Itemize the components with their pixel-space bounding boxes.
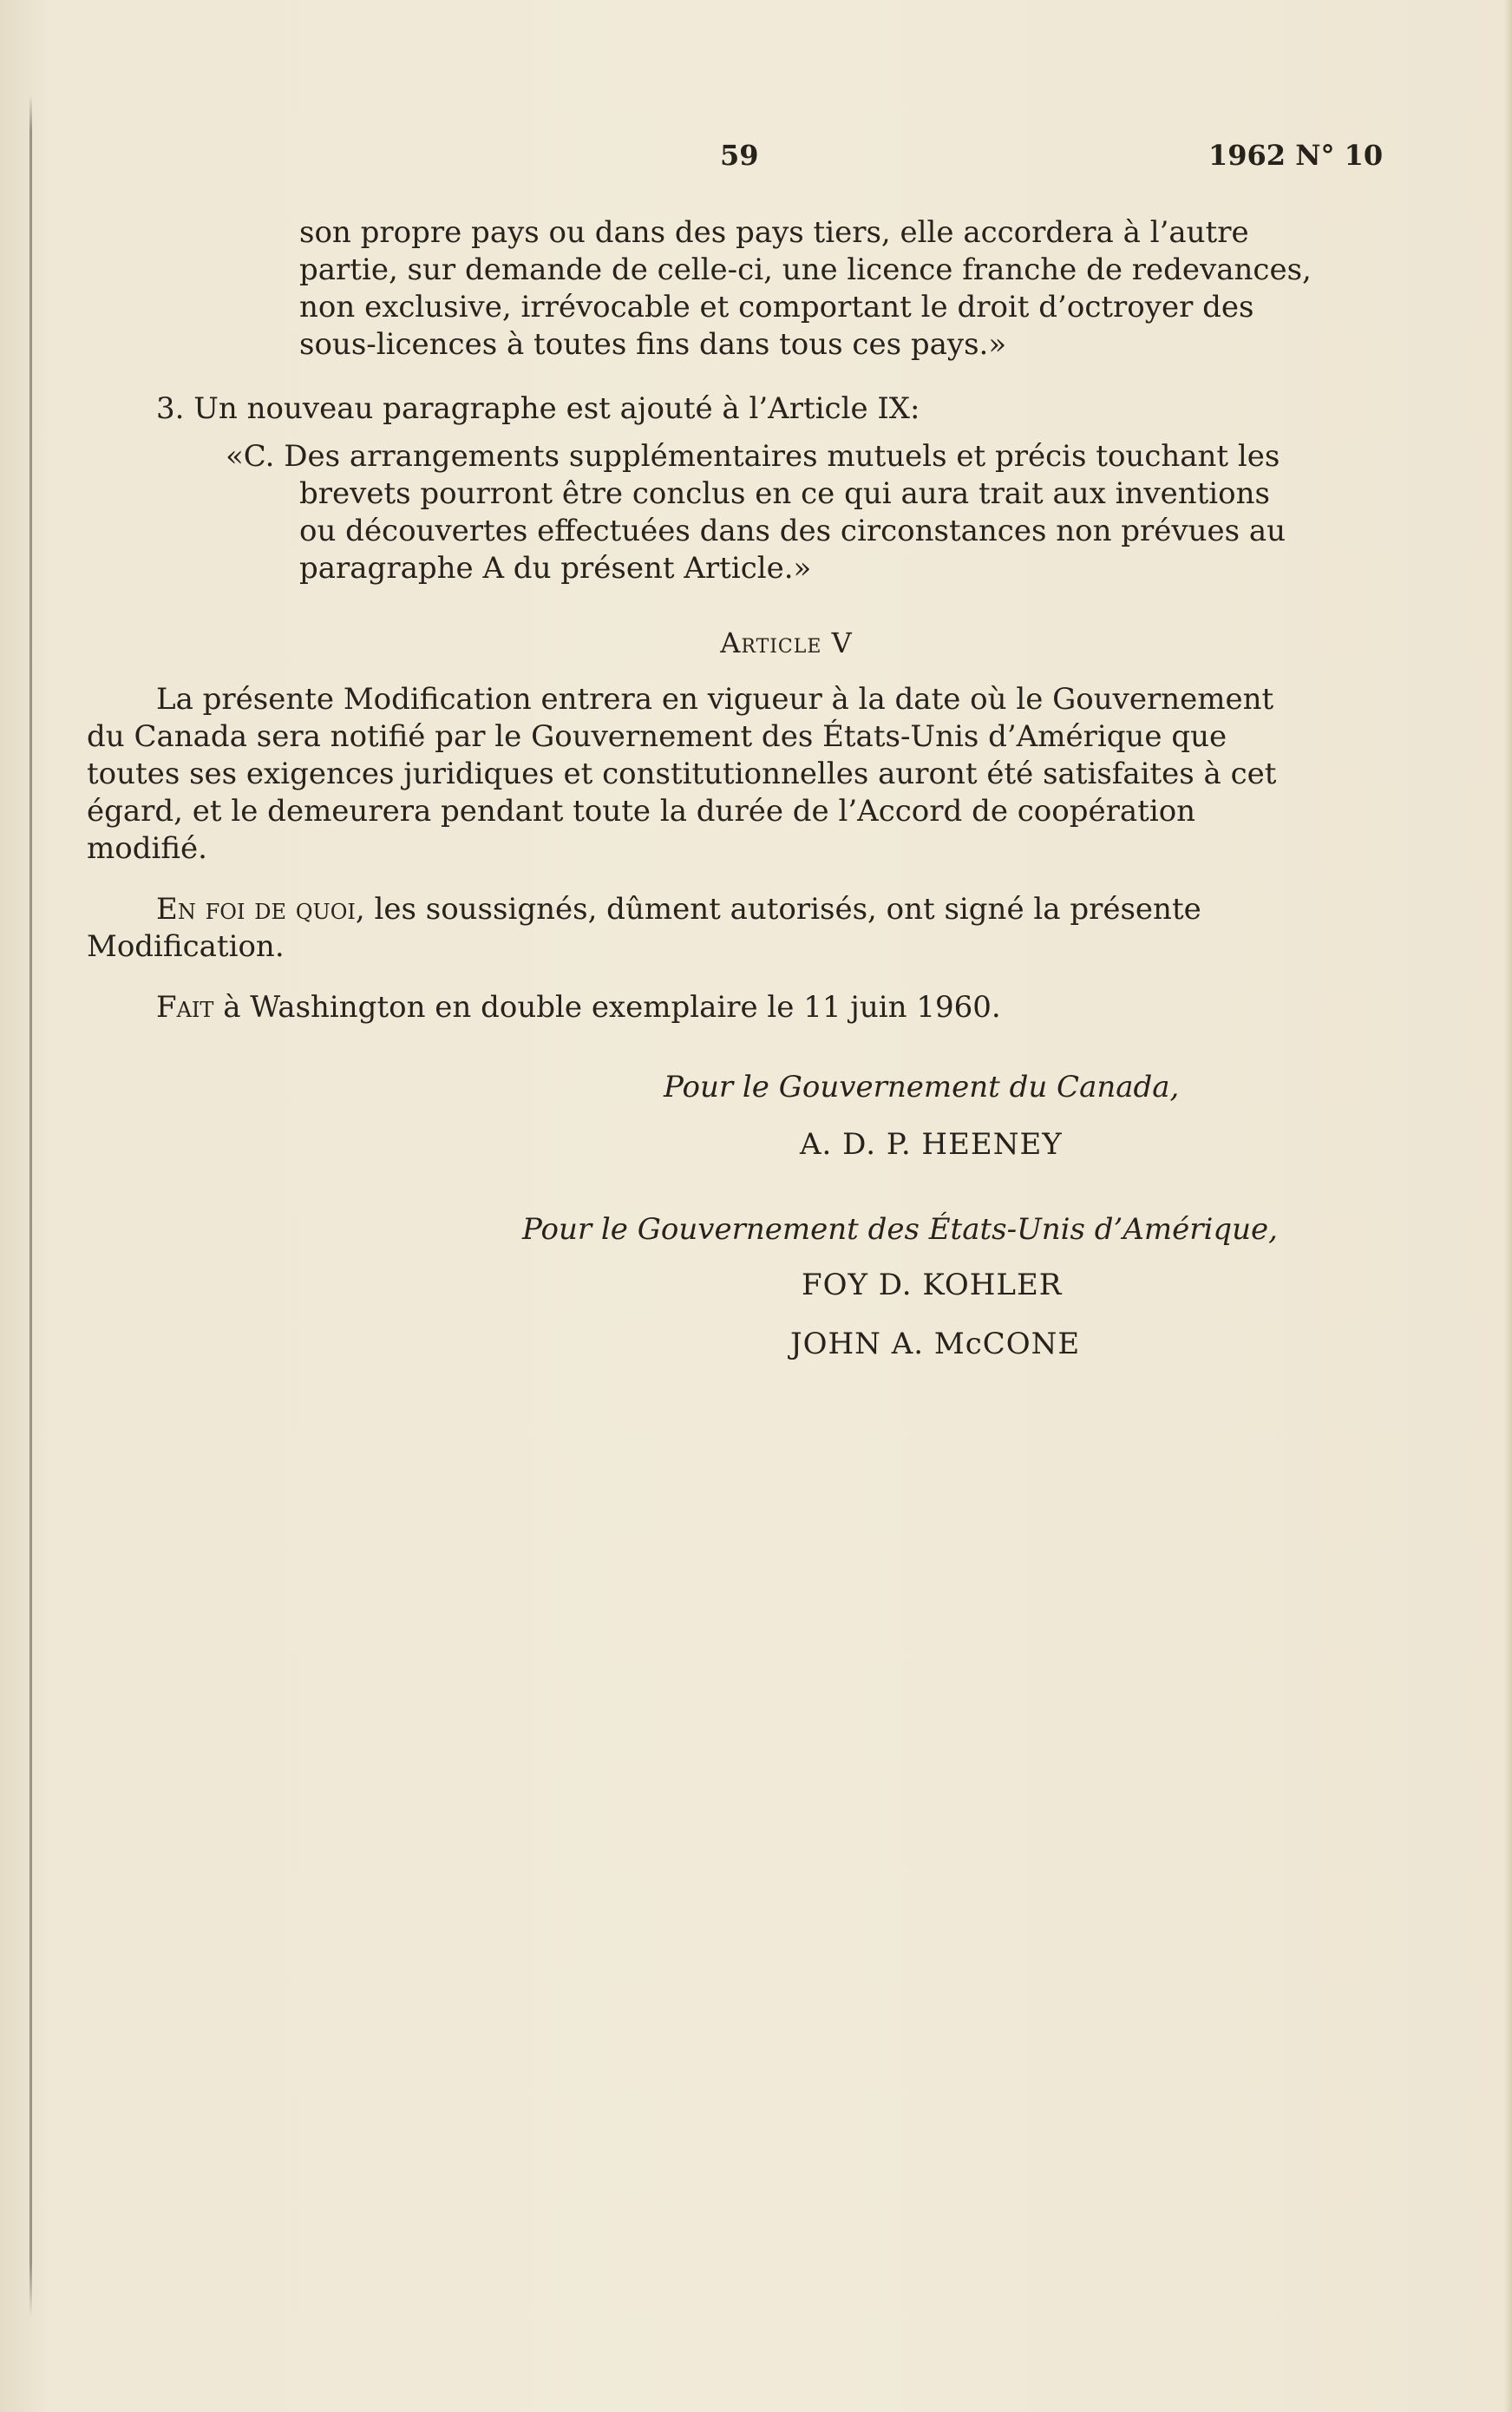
text-line: sous-licences à toutes fins dans tous ces pays.» — [299, 327, 1007, 362]
text-line: ou découvertes effectuées dans des circonstances non prévues au — [299, 514, 1286, 548]
us-signatory-name: FOY D. KOHLER — [802, 1268, 1063, 1302]
witness-text: les soussignés, dûment autorisés, ont signé la présente — [364, 892, 1201, 927]
done-text: à Washington en double exemplaire le 11 juin 1960. — [213, 990, 1001, 1025]
text-line: brevets pourront être conclus en ce qui aura trait aux inventions — [299, 476, 1270, 511]
page-header — [0, 139, 1512, 191]
paragraph-c — [226, 438, 1394, 475]
text-line: du Canada sera notifié par le Gouvernement des États-Unis d’Amérique que — [87, 719, 1227, 754]
text-line: non exclusive, irrévocable et comportant le droit d’octroyer des — [299, 290, 1254, 324]
text-line: 3. Un nouveau paragraphe est ajouté à l’Article IX: — [156, 391, 920, 426]
canada-signature-label: Pour le Gouvernement du Canada, — [664, 1070, 1180, 1104]
text-line: égard, et le demeurera pendant toute la durée de l’Accord de coopération — [87, 794, 1196, 829]
text-line — [156, 989, 1371, 1026]
page-number: 59 — [720, 139, 759, 172]
text-line: paragraphe A du présent Article.» — [299, 551, 812, 586]
done-lead: Fait — [156, 990, 214, 1025]
text-line: modifié. — [87, 831, 207, 866]
article-v-paragraph — [87, 681, 1394, 868]
text-line: son propre pays ou dans des pays tiers, elle accordera à l’autre — [299, 215, 1249, 250]
text-line: «C. Des arrangements supplémentaires mutuels et précis touchant les — [226, 439, 1280, 474]
amendment-item — [156, 390, 1284, 428]
witness-paragraph — [87, 891, 1394, 966]
text-line: La présente Modification entrera en vigueur à la date où le Gouvernement — [156, 682, 1274, 717]
text-line: toutes ses exigences juridiques et constitutionnelles auront été satisfaites à cet — [87, 757, 1277, 791]
text-line: partie, sur demande de celle-ci, une licence franche de redevances, — [299, 252, 1312, 287]
done-at-paragraph — [156, 989, 1371, 1026]
binding-edge — [29, 95, 32, 2317]
page-edge — [1503, 0, 1512, 2412]
continuation-paragraph — [299, 214, 1394, 364]
text-line — [87, 891, 1394, 928]
us-signature-label: Pour le Gouvernement des États-Unis d’Amérique, — [522, 1212, 1278, 1247]
us-signatory-name: JOHN A. McCONE — [790, 1327, 1081, 1361]
article-heading: Article V — [720, 626, 853, 659]
witness-lead: En foi de quoi, — [156, 892, 365, 927]
text-line: Modification. — [87, 929, 285, 964]
issue-reference: 1962 N° 10 — [1208, 139, 1384, 172]
paragraph-c-body — [299, 475, 1394, 587]
canada-signatory-name: A. D. P. HEENEY — [800, 1127, 1063, 1162]
